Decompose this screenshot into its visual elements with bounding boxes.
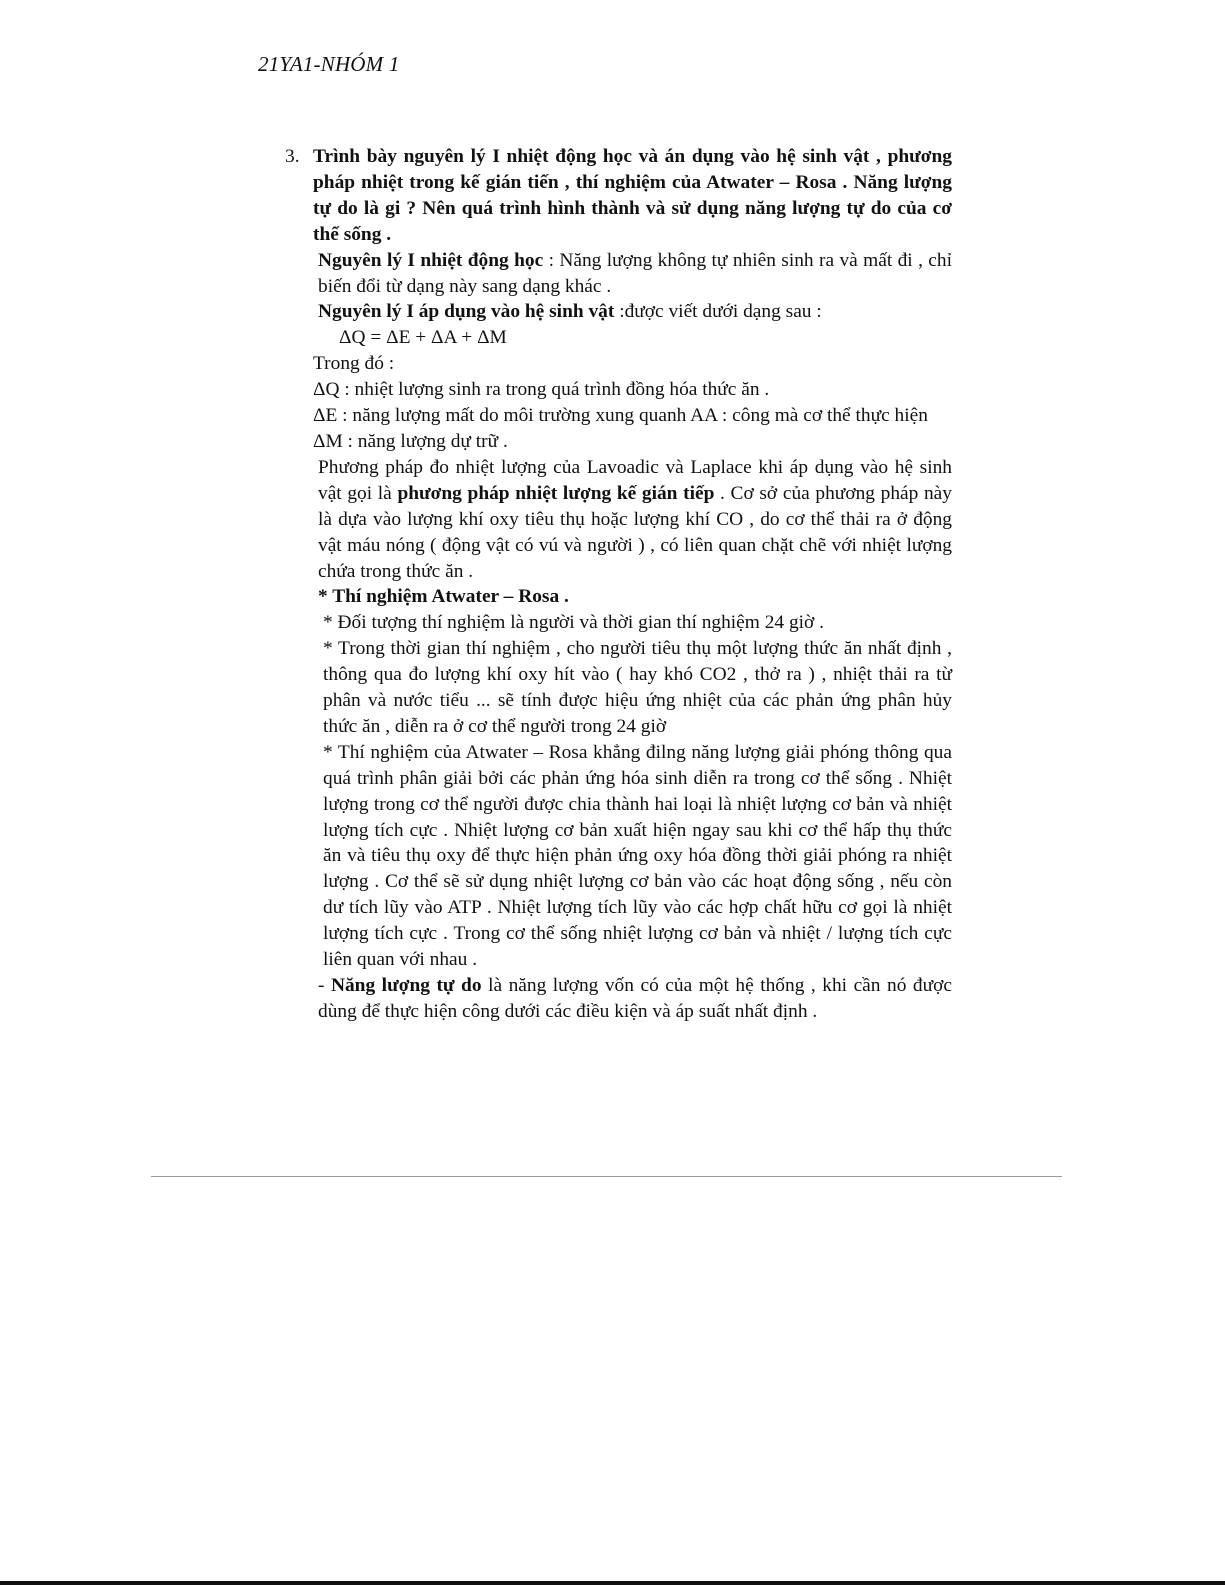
method-bold: phương pháp nhiệt lượng kế gián tiếp — [397, 482, 715, 504]
law1-bio-text: :được viết dưới dạng sau : — [614, 301, 822, 323]
experiment-point-2: * Trong thời gian thí nghiệm , cho người tiêu thụ một lượng thức ăn nhất định , thông qua đo lượng khí oxy hít vào ( hay khó CO2 , thở ra ) , nhiệt thải ra từ phân và nước tiểu ... sẽ tính được hiệu ứng nhiệt của các phản ứng phân hủy thức ăn , diễn ra ở cơ thể người trong 24 giờ — [323, 638, 952, 737]
method-text-2: . Cơ sở của phương pháp này là dựa vào lượng khí oxy tiêu thụ hoặc lượng khí CO , do cơ thể thải ra ở động vật máu nóng ( động vật có vú và người ) , có liên quan chặt chẽ với nhiệt lượng chứa trong thức ăn . — [318, 482, 952, 582]
law1-paragraph — [313, 248, 952, 300]
free-energy-dash: - — [318, 975, 331, 996]
experiment-heading-text: * Thí nghiệm Atwater – Rosa . — [318, 586, 569, 608]
de-definition: ΔE : năng lượng mất do môi trường xung quanh AA : công mà cơ thể thực hiện — [313, 405, 928, 427]
law1-label: Nguyên lý I nhiệt động học — [318, 249, 544, 271]
question-item — [285, 144, 952, 248]
where-label: Trong đó : — [313, 353, 395, 375]
question-text: Trình bày nguyên lý I nhiệt động học và án dụng vào hệ sinh vật , phương pháp nhiệt trong kế gián tiến , thí nghiệm của Atwater – Rosa . Năng lượng tự do là gi ? Nên quá trình hình thành và sử dụng năng lượng tự do của cơ thể sống . — [313, 146, 952, 245]
method-text-1: Phương pháp đo nhiệt lượng của Lavoadic và Laplace khi áp dụng vào hệ sinh vật gọi là — [318, 456, 952, 504]
dm-definition: ΔM : năng lượng dự trữ . — [313, 430, 508, 452]
law1-bio-label: Nguyên lý I áp dụng vào hệ sinh vật — [318, 301, 615, 323]
document-body — [285, 144, 952, 1025]
free-energy-paragraph — [313, 973, 952, 1025]
page-divider — [151, 1176, 1062, 1177]
free-energy-label: Năng lượng tự do — [330, 975, 482, 996]
method-paragraph — [313, 455, 952, 585]
law1-text: : Năng lượng không tự nhiên sinh ra và mất đi , chỉ biến đổi từ dạng này sang dạng khác . — [318, 249, 952, 297]
law1-bio-paragraph — [313, 299, 952, 325]
experiment-point-1: * Đối tượng thí nghiệm là người và thời gian thí nghiệm 24 giờ . — [323, 612, 824, 634]
page-bottom-edge — [0, 1581, 1225, 1585]
free-energy-text: là năng lượng vốn có của một hệ thống , khi cần nó được dùng để thực hiện công dưới các điều kiện và áp suất nhất định . — [318, 975, 952, 1022]
page-header: 21YA1-NHÓM 1 — [258, 52, 400, 76]
formula: ΔQ = ΔE + ΔA + ΔM — [339, 327, 507, 349]
experiment-point-3: * Thí nghiệm của Atwater – Rosa khẳng đilng năng lượng giải phóng thông qua quá trình phân giải bởi các phản ứng hóa sinh diễn ra trong cơ thể sống . Nhiệt lượng trong cơ thể người được chia thành hai loại là nhiệt lượng cơ bản và nhiệt lượng tích cực . Nhiệt lượng cơ bản xuất hiện ngay sau khi cơ thể hấp thụ thức ăn và tiêu thụ oxy để thực hiện phản ứng oxy hóa đồng thời giải phóng ra nhiệt lượng . Cơ thể sẽ sử dụng nhiệt lượng cơ bản vào các hoạt động sống , nếu còn dư tích lũy vào ATP . Nhiệt lượng tích lũy vào các hợp chất hữu cơ gọi là nhiệt lượng tích cực . Trong cơ thể sống nhiệt lượng cơ bản và nhiệt / lượng tích cực liên quan với nhau . — [323, 741, 952, 971]
experiment-heading — [313, 584, 952, 610]
dq-definition: ΔQ : nhiệt lượng sinh ra trong quá trình đồng hóa thức ăn . — [313, 379, 770, 401]
answer-block — [313, 248, 952, 1025]
question-number: 3. — [285, 146, 300, 167]
